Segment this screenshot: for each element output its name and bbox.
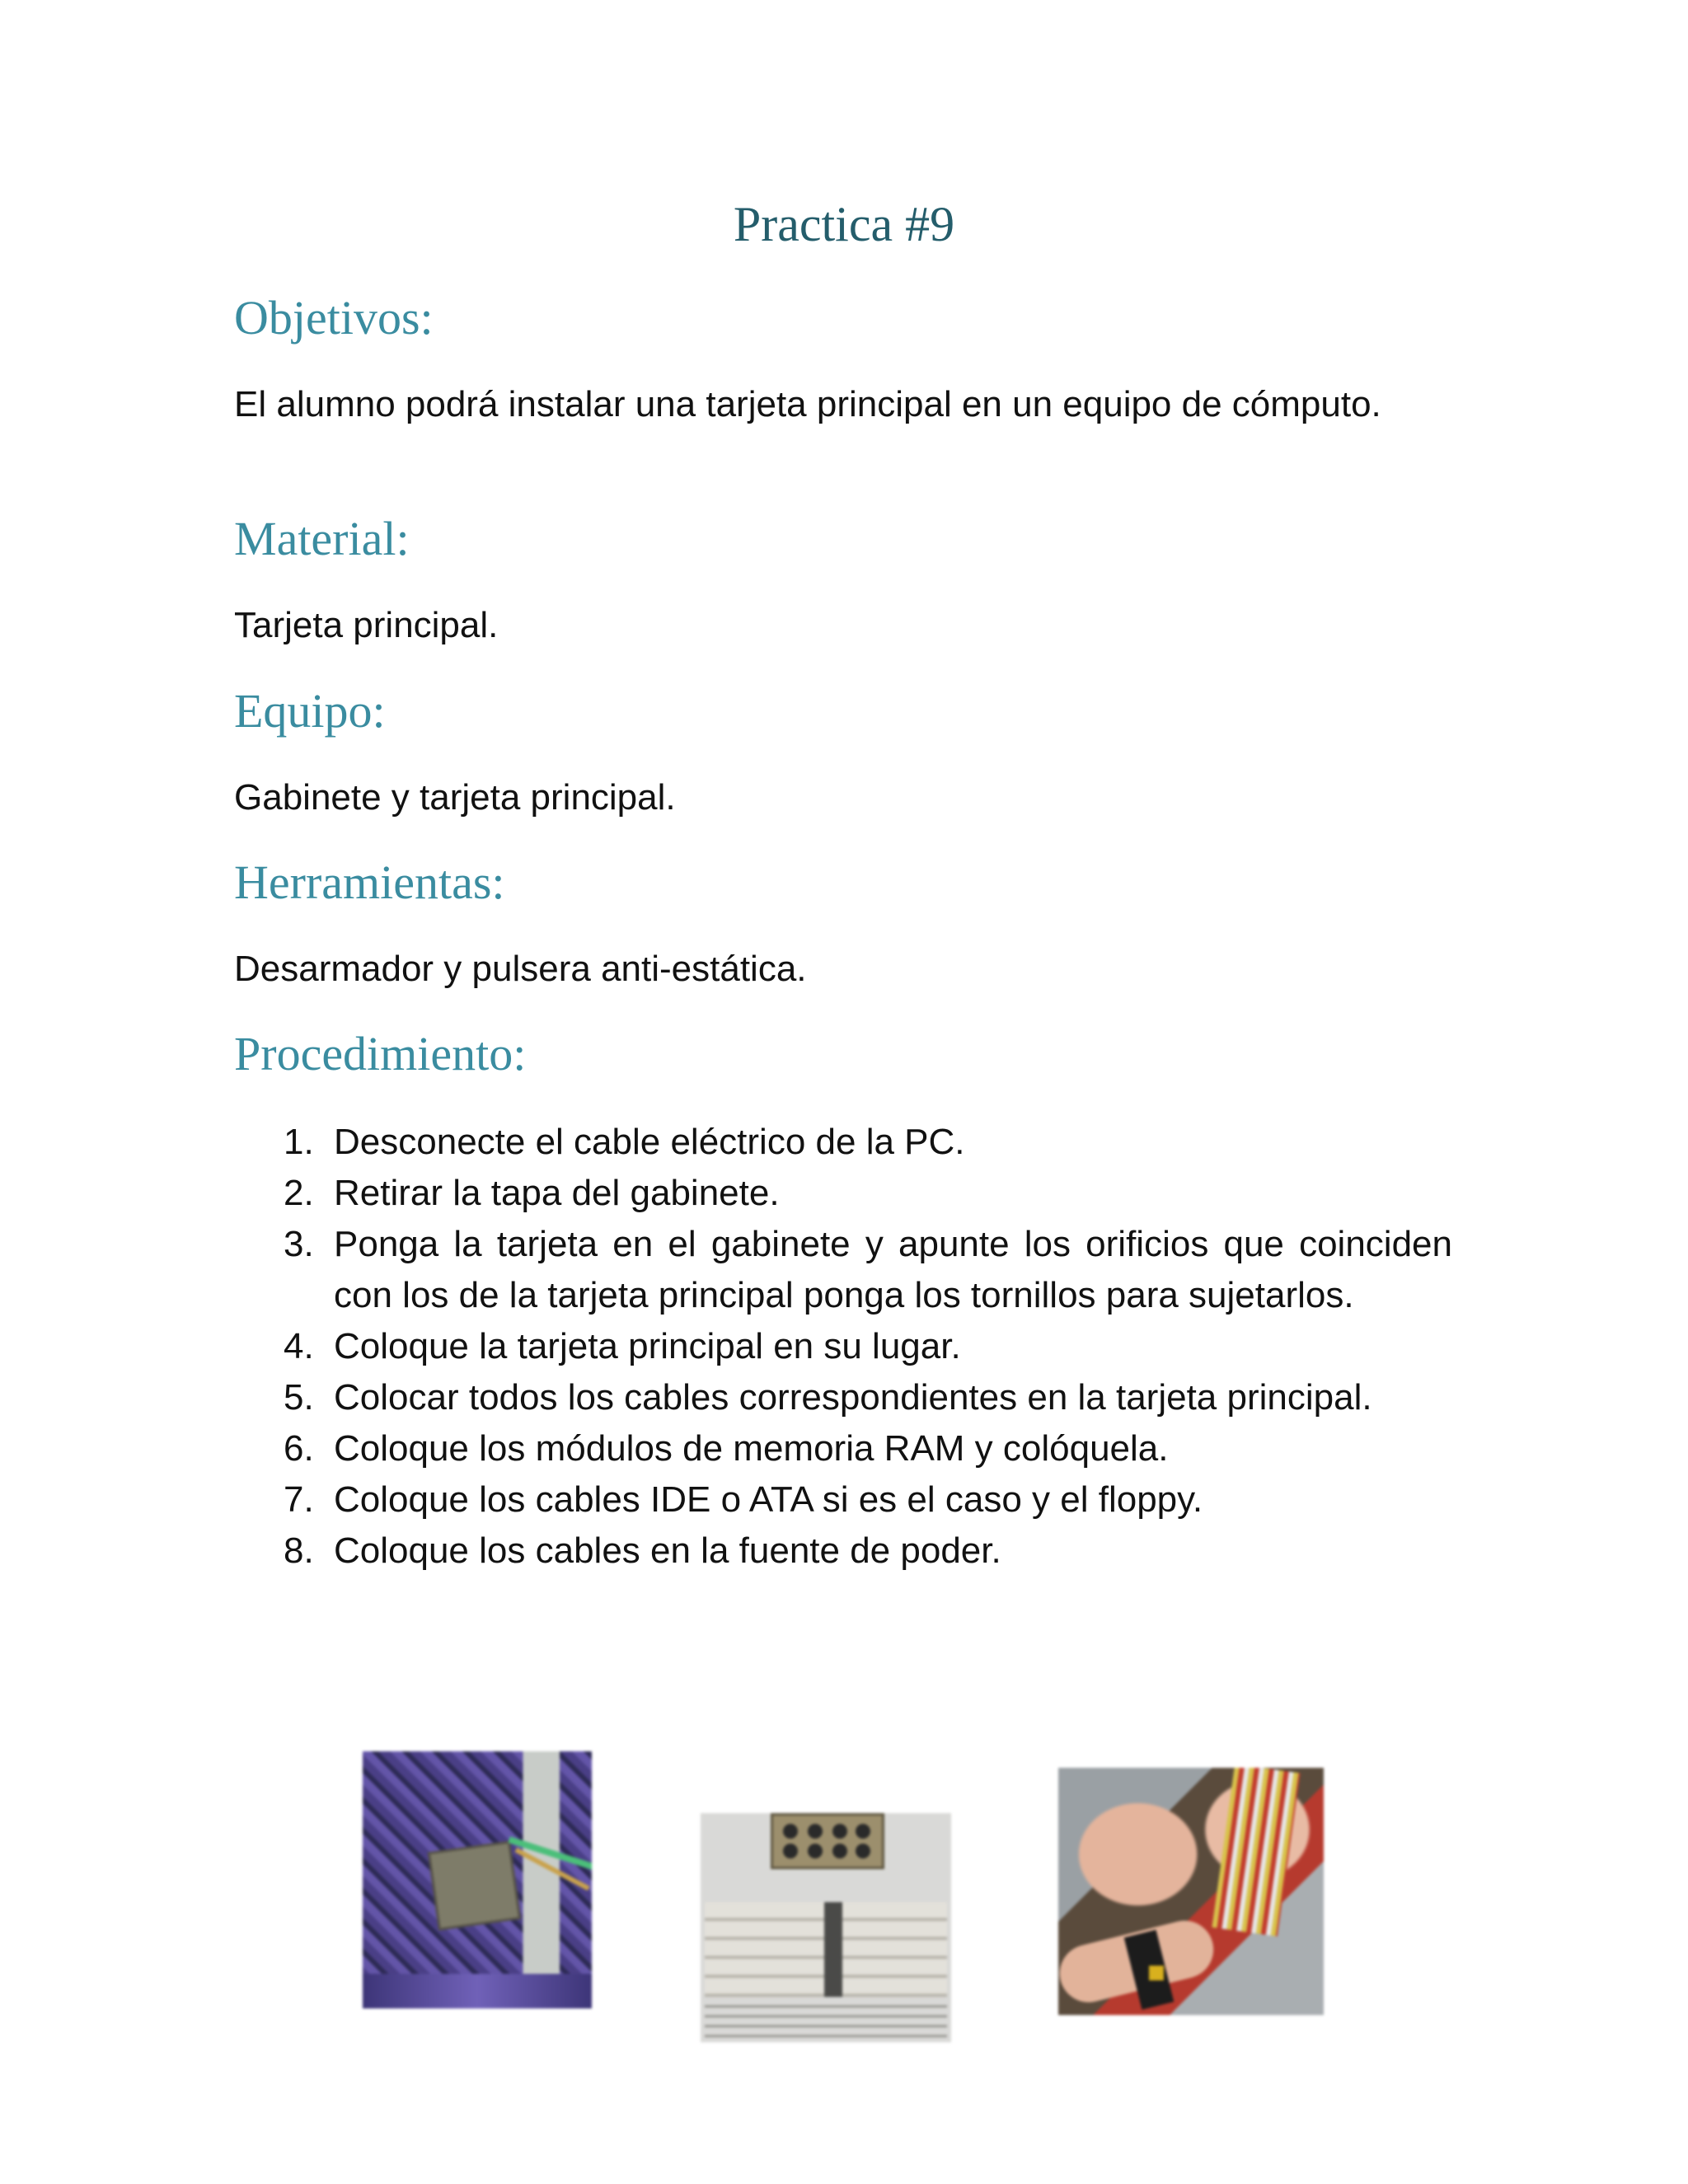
procedure-step <box>234 1526 1452 1577</box>
procedure-step <box>234 1474 1452 1526</box>
step-text: Coloque la tarjeta principal en su lugar. <box>334 1326 961 1366</box>
procedure-step <box>234 1321 1452 1372</box>
procedure-step <box>234 1372 1452 1423</box>
step-number: 7. <box>284 1479 314 1520</box>
objetivos-text: El alumno podrá instalar una tarjeta principal en un equipo de cómputo. <box>234 384 1381 424</box>
equipo-text: Gabinete y tarjeta principal. <box>234 777 676 818</box>
heading-objetivos: Objetivos: <box>234 291 434 344</box>
board-edge-shape <box>363 1974 592 2008</box>
step-number: 6. <box>284 1428 314 1469</box>
motherboard-chip-photo <box>363 1751 592 2008</box>
table-column-shape <box>824 1902 842 1997</box>
procedure-step <box>234 1423 1452 1474</box>
step-number: 1. <box>284 1122 314 1162</box>
heading-herramientas: Herramientas: <box>234 855 505 909</box>
step-text: Coloque los módulos de memoria RAM y colóquela. <box>334 1428 1169 1469</box>
connector-diagram-photo <box>701 1813 951 2042</box>
step-text: Coloque los cables en la fuente de poder. <box>334 1530 1001 1571</box>
procedure-step <box>234 1117 1452 1168</box>
step-number: 8. <box>284 1530 314 1571</box>
procedure-step <box>234 1219 1452 1321</box>
hands-installing-photo <box>1058 1768 1324 2015</box>
material-text: Tarjeta principal. <box>234 605 499 645</box>
step-text: Coloque los cables IDE o ATA si es el caso y el floppy. <box>334 1479 1203 1520</box>
heading-material: Material: <box>234 512 410 565</box>
page-title: Practica #9 <box>733 197 955 251</box>
wristband-clip-shape <box>1149 1966 1164 1980</box>
step-number: 3. <box>284 1224 314 1264</box>
heading-equipo: Equipo: <box>234 684 386 738</box>
connector-shape <box>771 1813 884 1869</box>
step-number: 5. <box>284 1377 314 1418</box>
step-text: Desconecte el cable eléctrico de la PC. <box>334 1122 965 1162</box>
procedure-step <box>234 1168 1452 1219</box>
step-number: 4. <box>284 1326 314 1366</box>
procedure-list <box>234 1117 1452 1577</box>
step-number: 2. <box>284 1173 314 1213</box>
cables-shape <box>1212 1768 1300 1937</box>
step-text: Ponga la tarjeta en el gabinete y apunte los orificios que coinciden con los de la tarjeta principal ponga los tornillos para sujetarlos. <box>334 1224 1452 1315</box>
step-text: Colocar todos los cables correspondientes en la tarjeta principal. <box>334 1377 1372 1418</box>
heading-procedimiento: Procedimiento: <box>234 1027 527 1080</box>
herramientas-text: Desarmador y pulsera anti-estática. <box>234 949 807 989</box>
chip-shape <box>428 1840 521 1930</box>
caption-lines-shape <box>705 2004 947 2037</box>
step-text: Retirar la tapa del gabinete. <box>334 1173 780 1213</box>
